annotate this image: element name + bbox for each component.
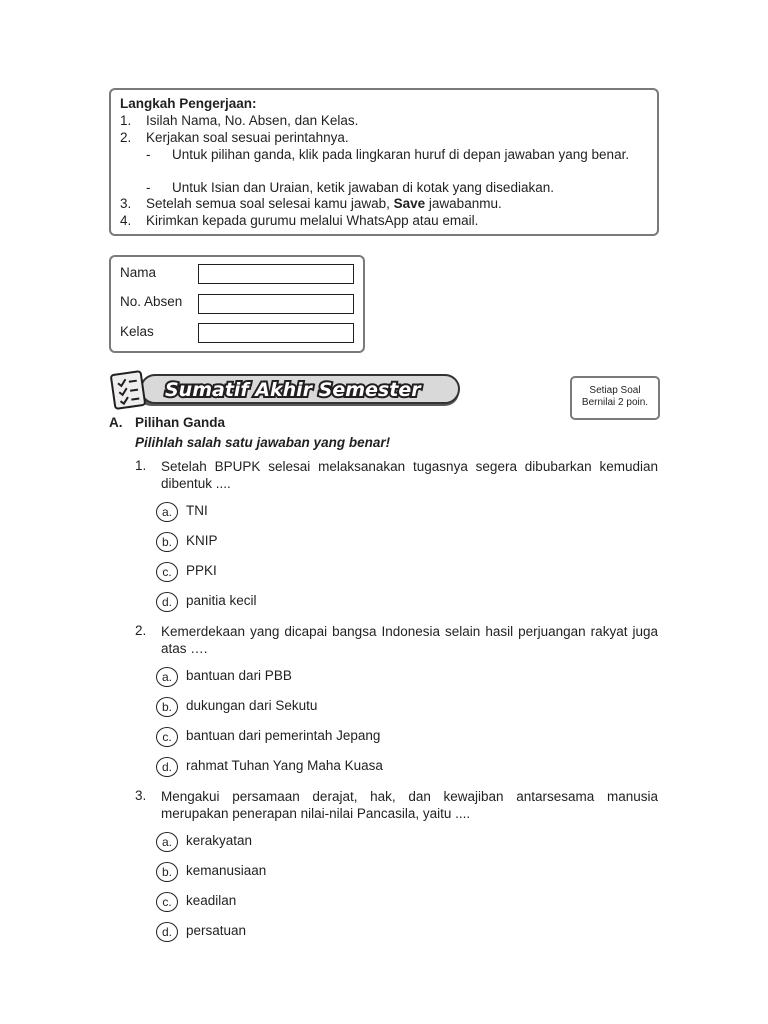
option-circle[interactable]: b. — [156, 697, 178, 717]
option-circle[interactable]: a. — [156, 502, 178, 522]
question-text: Setelah BPUPK selesai melaksanakan tugasnya segera dibubarkan kemudian dibentuk .... — [161, 459, 658, 491]
option-text: dukungan dari Sekutu — [186, 698, 318, 713]
question-text: Kemerdekaan yang dicapai bangsa Indonesia selain hasil perjuangan rakyat juga atas …. — [161, 624, 658, 656]
checklist-icon — [111, 371, 145, 409]
option-text: TNI — [186, 503, 208, 518]
question-number: 3. — [135, 788, 147, 803]
option-text: KNIP — [186, 533, 218, 548]
class-field[interactable] — [198, 323, 354, 343]
instructions-box — [109, 88, 659, 236]
step-text-pre: Setelah semua soal selesai kamu jawab, — [146, 196, 394, 211]
score-note-line1: Setiap Soal — [589, 385, 641, 396]
score-note-line2: Bernilai 2 poin. — [581, 397, 649, 408]
option-text: kerakyatan — [186, 833, 253, 848]
sub-step-dash: - — [146, 180, 151, 195]
step-text: Isilah Nama, No. Absen, dan Kelas. — [146, 113, 359, 128]
sub-step-text: Untuk Isian dan Uraian, ketik jawaban di kotak yang disediakan. — [172, 180, 554, 195]
option-text: bantuan dari PBB — [186, 668, 292, 683]
step-number: 4. — [120, 213, 132, 228]
sub-step-dash: - — [146, 147, 151, 162]
option-circle[interactable]: d. — [156, 757, 178, 777]
absen-label: No. Absen — [120, 294, 183, 309]
section-title: Pilihan Ganda — [135, 415, 226, 430]
step-text: Kerjakan soal sesuai perintahnya. — [146, 130, 349, 145]
option-circle[interactable]: b. — [156, 862, 178, 882]
class-label: Kelas — [120, 324, 154, 339]
option-circle[interactable]: c. — [156, 727, 178, 747]
step-number: 1. — [120, 113, 132, 128]
option-circle[interactable]: c. — [156, 562, 178, 582]
banner-graphic — [107, 370, 463, 412]
step-text-bold: Save — [393, 196, 426, 211]
option-circle[interactable]: b. — [156, 532, 178, 552]
step-text-post: jawabanmu. — [425, 196, 502, 211]
option-circle[interactable]: a. — [156, 832, 178, 852]
option-circle[interactable]: d. — [156, 592, 178, 612]
question-number: 2. — [135, 623, 147, 638]
option-text: bantuan dari pemerintah Jepang — [186, 728, 381, 743]
step-text — [146, 196, 502, 211]
question-number: 1. — [135, 458, 147, 473]
option-circle[interactable]: a. — [156, 667, 178, 687]
option-circle[interactable]: d. — [156, 922, 178, 942]
section-letter: A. — [109, 415, 123, 430]
banner-title: Sumatif Akhir Semester — [165, 379, 421, 401]
step-number: 3. — [120, 196, 132, 211]
option-text: persatuan — [186, 923, 247, 938]
option-text: PPKI — [186, 563, 217, 578]
option-text: panitia kecil — [186, 593, 257, 608]
absen-field[interactable] — [198, 294, 354, 314]
option-text: kemanusiaan — [186, 863, 267, 878]
option-text: rahmat Tuhan Yang Maha Kuasa — [186, 758, 383, 773]
instructions-title: Langkah Pengerjaan: — [120, 96, 257, 111]
name-label: Nama — [120, 265, 157, 280]
option-circle[interactable]: c. — [156, 892, 178, 912]
sub-step-text: Untuk pilihan ganda, klik pada lingkaran huruf di depan jawaban yang benar. — [172, 147, 630, 162]
section-banner — [107, 370, 463, 412]
name-field[interactable] — [198, 264, 354, 284]
step-number: 2. — [120, 130, 132, 145]
score-note — [570, 376, 660, 420]
identity-box — [109, 255, 365, 353]
question-text: Mengakui persamaan derajat, hak, dan kewajiban antarsesama manusia merupakan penerapan nilai-nilai Pancasila, yaitu .... — [161, 789, 658, 821]
step-text: Kirimkan kepada gurumu melalui WhatsApp atau email. — [146, 213, 479, 228]
section-instruction: Pilihlah salah satu jawaban yang benar! — [135, 435, 391, 450]
option-text: keadilan — [186, 893, 237, 908]
